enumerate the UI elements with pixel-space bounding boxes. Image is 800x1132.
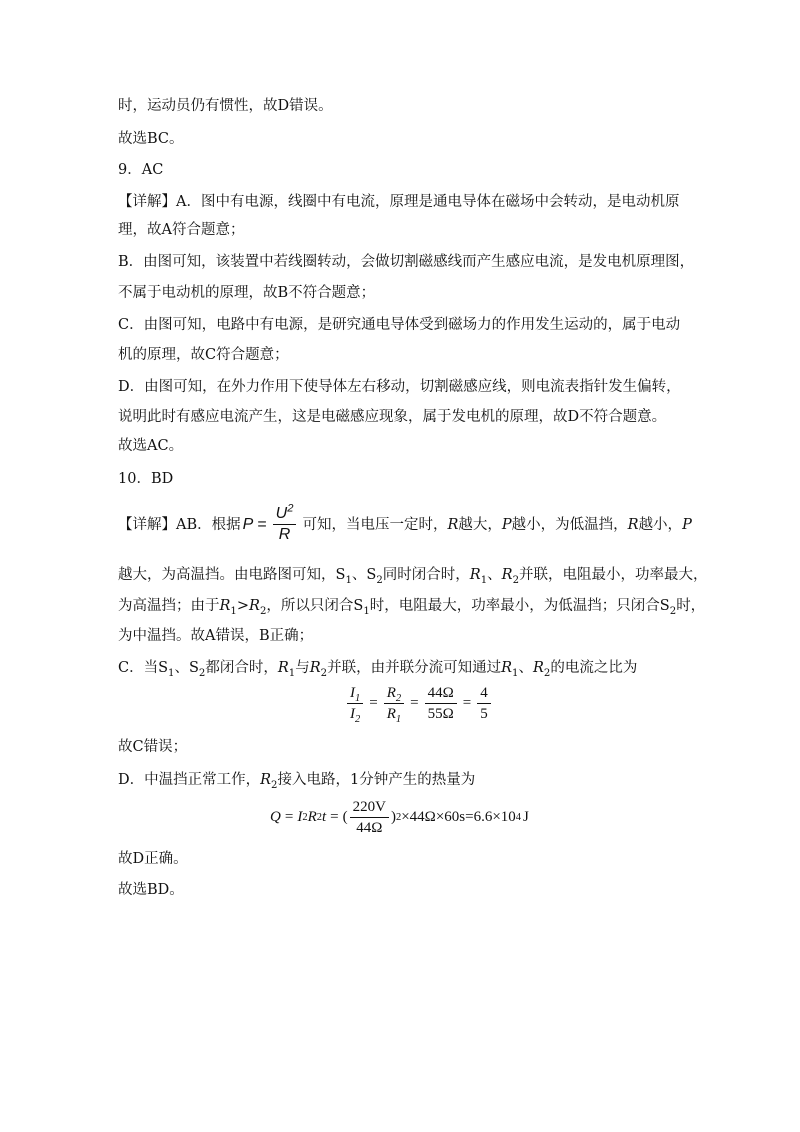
text-line: B．由图可知，该装置中若线圈转动，会做切割磁感线而产生感应电流，是发电机原理图，: [118, 254, 695, 270]
text-span: 可知，当电压一定时，: [302, 516, 448, 533]
text-line: 机的原理，故C符合题意；: [118, 347, 289, 363]
math-symbol: P: [501, 516, 512, 533]
fraction-ohm: $\frac{44\Omega}{55\Omega}$: [425, 684, 457, 723]
text-line: 越大，为高温挡。由电路图可知，$S_1$、$S_2$同时闭合时，$R_1$、$R_2$并联，电阻最小，功率最大，: [118, 567, 708, 586]
text-line: 理，故A符合题意；: [118, 222, 245, 238]
text-line: 故D正确。: [118, 851, 188, 867]
formula-fraction: [273, 502, 297, 544]
power-formula: [242, 502, 299, 544]
text-span: 【详解】AB．根据: [118, 516, 241, 533]
math-symbol: R: [447, 516, 459, 533]
text-line: 说明此时有感应电流产生，这是电磁感应现象，属于发电机的原理，故D不符合题意。: [118, 409, 667, 425]
text-line: D．中温挡正常工作，$R_2$接入电路，1分钟产生的热量为: [118, 772, 476, 791]
text-line: 不属于电动机的原理，故B不符合题意；: [118, 285, 376, 301]
text-line: 故选BD。: [118, 882, 184, 898]
text-span: 越小，为低温挡，: [511, 516, 628, 533]
heat-equation: Q = I 2 R 2 t = ( $\frac{220V}{44\Omega}$ ) 2 ×44Ω×60s=6.6×10 4 J: [270, 799, 529, 836]
math-symbol: P: [682, 516, 692, 533]
text-line: [118, 502, 692, 544]
math-symbol: R: [627, 516, 639, 533]
answer-heading: 9．AC: [118, 162, 164, 178]
current-ratio-equation: $\frac{I_1}{I_2}$ = $\frac{R_2}{R_1}$ = $\frac{44\Omega}{55\Omega}$ = $\frac{4}{5}$: [345, 684, 493, 723]
formula-operator: =: [257, 515, 267, 533]
fraction-numerator: $U^2$: [273, 505, 297, 525]
text-line: 为高温挡；由于$R_1>R_2$，所以只闭合$S_1$时，电阻最大，功率最小，为低温挡；只闭合$S_2$时，: [118, 598, 706, 617]
text-line: 时，运动员仍有惯性，故D错误。: [118, 98, 333, 114]
fraction-i: $\frac{I_1}{I_2}$: [347, 684, 363, 723]
text-line: 故选AC。: [118, 438, 184, 454]
text-line: 故选BC。: [118, 131, 184, 147]
text-line: C．当$S_1$、$S_2$都闭合时，$R_1$与$R_2$并联，由并联分流可知通过$R_1$、$R_2$的电流之比为: [118, 660, 638, 679]
text-line: D．由图可知，在外力作用下使导体左右移动，切割磁感应线，则电流表指针发生偏转，: [118, 379, 681, 395]
fraction-denominator: R: [278, 526, 291, 543]
answer-heading: 10．BD: [118, 471, 174, 487]
text-line: 【详解】A．图中有电源，线圈中有电流，原理是通电导体在磁场中会转动，是电动机原: [118, 194, 680, 210]
text-span: 越大，: [458, 516, 502, 533]
fraction-voltage: $\frac{220V}{44\Omega}$: [350, 798, 389, 837]
text-line: 为中温挡。故A错误，B正确；: [118, 628, 314, 644]
text-span: 越小，: [638, 516, 683, 533]
text-line: C．由图可知，电路中有电源，是研究通电导体受到磁场力的作用发生运动的，属于电动: [118, 317, 681, 333]
formula-symbol: P: [242, 515, 254, 533]
text-line: 故C错误；: [118, 739, 188, 755]
fraction-result: $\frac{4}{5}$: [477, 684, 491, 723]
fraction-r: $\frac{R_2}{R_1}$: [384, 684, 404, 723]
